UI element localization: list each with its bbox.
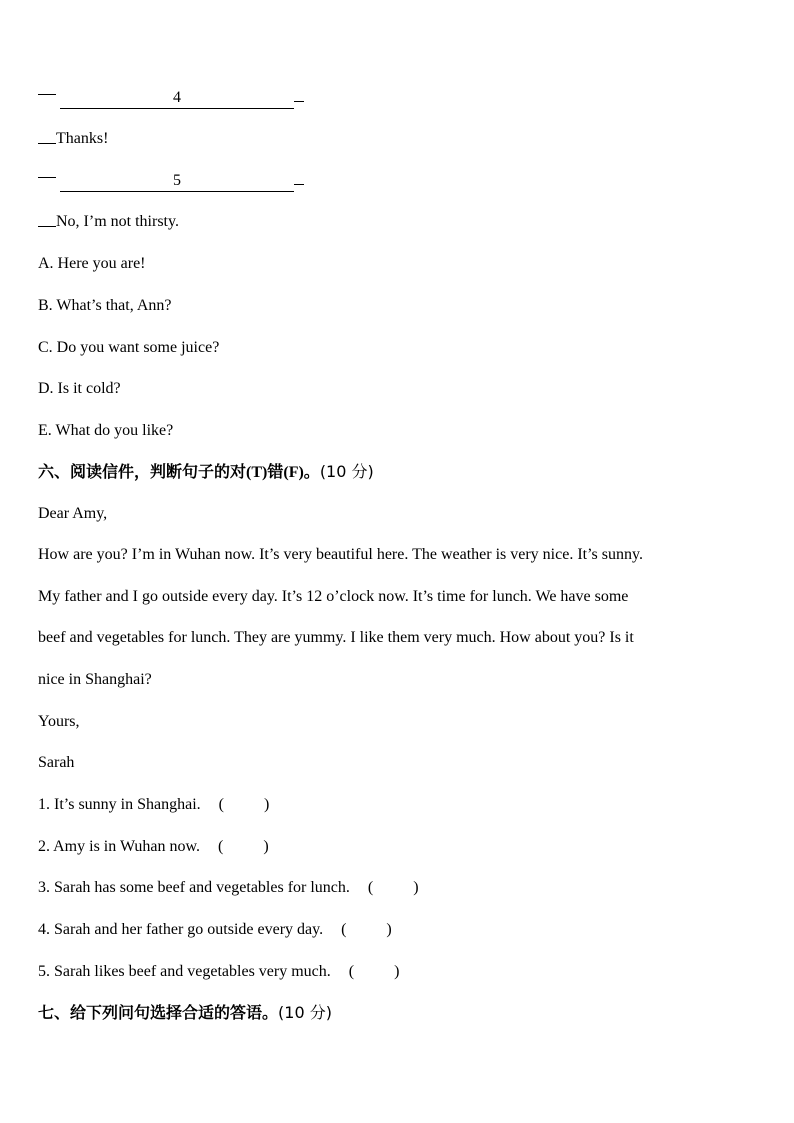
section-6-heading <box>38 462 374 483</box>
dialogue-text: Thanks! <box>56 130 109 147</box>
statement-item <box>38 962 399 982</box>
statement-text: 4. Sarah and her father go outside every day. <box>38 921 324 938</box>
answer-paren[interactable]: ( ) <box>218 796 270 813</box>
statement-item <box>38 920 392 940</box>
dialogue-text: No, I’m not thirsty. <box>56 213 179 230</box>
blank-number: 4 <box>173 89 181 106</box>
statement-item <box>38 878 419 898</box>
option-a: A. Here you are! <box>38 255 146 272</box>
letter-body-line: How are you? I’m in Wuhan now. It’s very beautiful here. The weather is very nice. It’s sunny. <box>38 546 643 563</box>
section-7-heading <box>38 1003 332 1023</box>
option-d: D. Is it cold? <box>38 380 121 397</box>
option-c: C. Do you want some juice? <box>38 339 220 356</box>
section-title: 六、阅读信件，判断句子的对 <box>38 462 247 481</box>
section-points: (10 分) <box>319 462 374 481</box>
section-title-mid: 错 <box>267 462 284 481</box>
section-points: (10 分) <box>278 1003 332 1022</box>
option-e: E. What do you like? <box>38 422 174 439</box>
statement-text: 5. Sarah likes beef and vegetables very much. <box>38 963 331 980</box>
answer-blank[interactable] <box>60 88 304 109</box>
statement-text: 2. Amy is in Wuhan now. <box>38 838 201 855</box>
dialogue-line <box>38 129 108 149</box>
letter-greeting: Dear Amy, <box>38 505 108 522</box>
letter-closing: Yours, <box>38 713 80 730</box>
answer-blank[interactable] <box>60 171 304 192</box>
letter-body-line: My father and I go outside every day. It’s 12 o’clock now. It’s time for lunch. We have some <box>38 588 629 605</box>
dialogue-blank-4 <box>38 88 304 109</box>
option-b: B. What’s that, Ann? <box>38 297 172 314</box>
statement-item <box>38 795 269 815</box>
section-title-end: 。 <box>303 462 320 481</box>
answer-paren[interactable]: ( ) <box>218 838 269 855</box>
true-marker: (T) <box>246 464 268 481</box>
answer-paren[interactable]: ( ) <box>367 879 419 896</box>
statement-text: 3. Sarah has some beef and vegetables for lunch. <box>38 879 350 896</box>
answer-paren[interactable]: ( ) <box>348 963 400 980</box>
statement-text: 1. It’s sunny in Shanghai. <box>38 796 201 813</box>
letter-signature: Sarah <box>38 754 75 771</box>
dialogue-line <box>38 212 179 232</box>
letter-body-line: beef and vegetables for lunch. They are yummy. I like them very much. How about you? Is it <box>38 629 634 646</box>
false-marker: (F) <box>283 464 304 481</box>
letter-body-line: nice in Shanghai? <box>38 671 152 688</box>
dash-mark <box>38 94 56 95</box>
section-title: 七、给下列问句选择合适的答语。 <box>38 1003 279 1022</box>
dialogue-blank-5 <box>38 171 304 192</box>
statement-item <box>38 837 269 857</box>
answer-paren[interactable]: ( ) <box>341 921 392 938</box>
blank-number: 5 <box>173 172 181 189</box>
dash-mark <box>38 177 56 178</box>
